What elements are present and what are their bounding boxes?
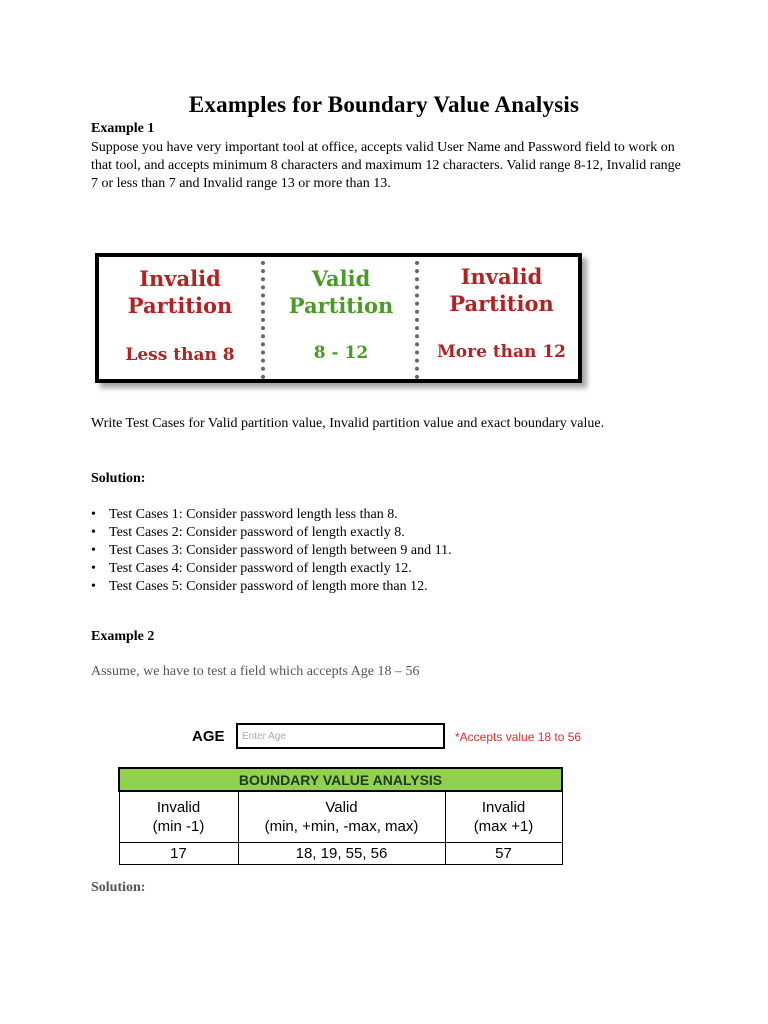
example-2-heading: Example 2 (91, 629, 155, 644)
test-case-text: Test Cases 2: Consider password of length exactly 8. (109, 525, 405, 540)
solution-label: Solution: (91, 471, 146, 486)
example-2-description: Assume, we have to test a field which accepts Age 18 – 56 (91, 664, 420, 679)
partition-label: Valid (311, 266, 371, 291)
age-input: Enter Age (236, 723, 445, 749)
column-header-line: (min -1) (152, 818, 205, 835)
test-case-text: Test Cases 3: Consider password of length between 9 and 11. (109, 543, 452, 558)
table-row (119, 791, 562, 843)
partition-label: Partition (288, 293, 394, 318)
dotted-divider (415, 261, 419, 379)
solution-label-2: Solution: (91, 880, 146, 895)
page-title: Examples for Boundary Value Analysis (188, 92, 580, 117)
partition-range: More than 12 (436, 342, 566, 362)
test-case-text: Test Cases 1: Consider password length less than 8. (109, 507, 398, 522)
table-header: BOUNDARY VALUE ANALYSIS (119, 768, 562, 791)
list-item (91, 542, 452, 560)
partition-label: Partition (449, 291, 554, 316)
bullet-icon: • (91, 507, 96, 522)
bullet-icon: • (91, 561, 96, 576)
invalid-partition-low (99, 257, 261, 379)
test-case-text: Test Cases 5: Consider password of length more than 12. (109, 579, 428, 594)
column-header (445, 791, 562, 843)
bullet-icon: • (91, 543, 96, 558)
column-header-line: Invalid (156, 799, 201, 816)
list-item (91, 524, 452, 542)
boundary-value-table (118, 767, 563, 865)
partition-range: Less than 8 (125, 345, 235, 365)
table-cell: 17 (119, 843, 238, 865)
column-header-line: Valid (325, 799, 358, 816)
column-header-line: (max +1) (473, 818, 534, 835)
partition-range: 8 - 12 (313, 343, 369, 363)
table-cell: 18, 19, 55, 56 (238, 843, 445, 865)
test-case-list (91, 506, 452, 596)
column-header-line: Invalid (481, 799, 526, 816)
table-cell: 57 (445, 843, 562, 865)
list-item (91, 578, 452, 596)
age-label: AGE (192, 728, 225, 745)
list-item (91, 560, 452, 578)
bullet-icon: • (91, 579, 96, 594)
age-range-note: *Accepts value 18 to 56 (455, 730, 582, 744)
list-item (91, 506, 452, 524)
partition-label: Partition (127, 293, 233, 318)
column-header-line: (min, +min, -max, max) (264, 818, 419, 835)
partition-diagram (95, 253, 582, 383)
bullet-icon: • (91, 525, 96, 540)
test-case-text: Test Cases 4: Consider password of length exactly 12. (109, 561, 412, 576)
column-header (238, 791, 445, 843)
example-1-heading: Example 1 (91, 121, 155, 136)
instruction-paragraph: Write Test Cases for Valid partition value, Invalid partition value and exact boundary value. (91, 416, 605, 431)
invalid-partition-high (421, 257, 582, 379)
valid-partition (265, 257, 417, 379)
example-1-paragraph: Suppose you have very important tool at office, accepts valid User Name and Password field to work on that tool, and accepts minimum 8 characters and maximum 12 characters. Valid range 8-12, Invalid range 7 or less than 7 and Invalid range 13 or more than 13. (91, 140, 681, 191)
partition-label: Invalid (460, 264, 543, 289)
column-header (119, 791, 238, 843)
table-row (119, 843, 562, 865)
partition-label: Invalid (139, 266, 221, 291)
